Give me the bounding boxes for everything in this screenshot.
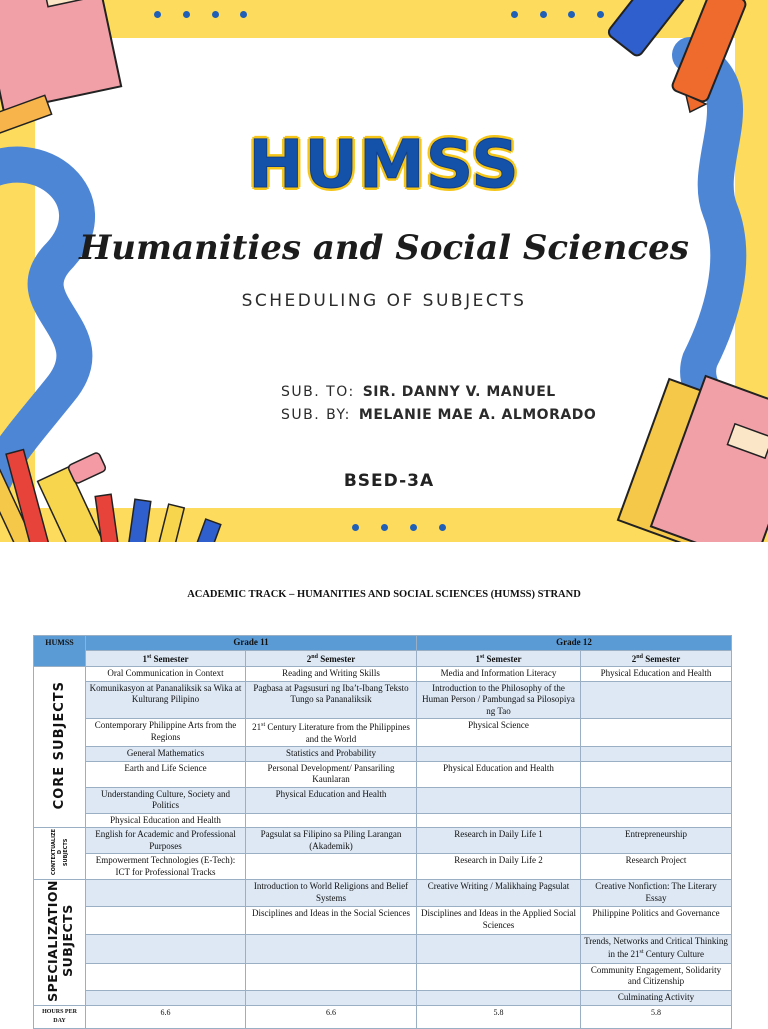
table-cell: Empowerment Technologies (E-Tech): ICT for Professional Tracks [86, 854, 246, 880]
notebook-top-left [0, 0, 121, 135]
table-cell: Physical Education and Health [246, 787, 417, 813]
table-cell [86, 934, 246, 963]
table-cell [417, 934, 581, 963]
table-cell: Physical Science [417, 719, 581, 747]
table-cell [246, 854, 417, 880]
table-cell: Research in Daily Life 1 [417, 828, 581, 854]
table-cell: Earth and Life Science [86, 761, 246, 787]
hours-value: 5.8 [581, 1006, 732, 1029]
table-cell: Philippine Politics and Governance [581, 907, 732, 934]
cover-tagline: SCHEDULING OF SUBJECTS [241, 291, 527, 311]
table-cell: Research in Daily Life 2 [417, 854, 581, 880]
table-cell: Research Project [581, 854, 732, 880]
table-cell [246, 813, 417, 828]
submitted-to-name: SIR. DANNY V. MANUEL [362, 384, 556, 400]
table-cell: Disciplines and Ideas in the Applied Social Sciences [417, 907, 581, 934]
section-label: BSED-3A [343, 471, 435, 491]
semester-header: 2nd Semester [581, 650, 732, 667]
table-cell: Creative Writing / Malikhaing Pagsulat [417, 880, 581, 907]
submitted-to-label: SUB. TO: [281, 384, 355, 400]
table-cell [581, 747, 732, 762]
table-row [34, 828, 732, 854]
table-cell [246, 963, 417, 990]
table-cell [581, 681, 732, 719]
table-row [34, 854, 732, 880]
table-row [34, 681, 732, 719]
document-heading: ACADEMIC TRACK – HUMANITIES AND SOCIAL SCIENCES (HUMSS) STRAND [187, 589, 581, 600]
table-cell: Physical Education and Health [86, 813, 246, 828]
table-row [34, 963, 732, 990]
table-cell [417, 963, 581, 990]
submitted-by-line [281, 407, 596, 423]
table-row [34, 880, 732, 907]
table-cell [86, 880, 246, 907]
table-cell: Creative Nonfiction: The Literary Essay [581, 880, 732, 907]
hours-value: 6.6 [246, 1006, 417, 1029]
hours-value: 5.8 [417, 1006, 581, 1029]
table-cell: Statistics and Probability [246, 747, 417, 762]
table-cell [246, 934, 417, 963]
table-row [34, 761, 732, 787]
submitted-by-label: SUB. BY: [281, 407, 351, 423]
table-cell [417, 787, 581, 813]
category-contextualized-label: CONTEXTUALIZE D SUBJECTS [50, 828, 69, 875]
table-cell: General Mathematics [86, 747, 246, 762]
cover-subtitle: Humanities and Social Sciences [79, 228, 689, 268]
table-cell [581, 719, 732, 747]
table-cell [86, 907, 246, 934]
table-cell: Disciplines and Ideas in the Social Sciences [246, 907, 417, 934]
table-cell: Entrepreneurship [581, 828, 732, 854]
table-cell: Contemporary Philippine Arts from the Regions [86, 719, 246, 747]
hours-label: HOURS PER DAY [34, 1006, 86, 1029]
table-row [34, 667, 732, 682]
submitted-to-line [281, 384, 556, 400]
table-cell: Oral Communication in Context [86, 667, 246, 682]
table-row [34, 747, 732, 762]
table-cell: Physical Education and Health [581, 667, 732, 682]
table-cell [581, 761, 732, 787]
table-cell: Reading and Writing Skills [246, 667, 417, 682]
table-cell: Culminating Activity [581, 991, 732, 1006]
hours-value: 6.6 [86, 1006, 246, 1029]
table-cell [86, 991, 246, 1006]
table-row [34, 787, 732, 813]
submitted-by-name: MELANIE MAE A. ALMORADO [358, 407, 597, 423]
table-cell [581, 813, 732, 828]
table-cell [581, 787, 732, 813]
table-cell: English for Academic and Professional Purposes [86, 828, 246, 854]
category-specialization [34, 880, 86, 1006]
category-specialization-label: SPECIALIZATION SUBJECTS [44, 880, 75, 1002]
table-cell [86, 963, 246, 990]
semester-header: 1st Semester [417, 650, 581, 667]
table-cell: Pagsulat sa Filipino sa Piling Larangan (Akademik) [246, 828, 417, 854]
grade11-header: Grade 11 [86, 636, 417, 651]
table-cell [417, 747, 581, 762]
category-contextualized [34, 828, 86, 880]
table-cell: Introduction to World Religions and Belief Systems [246, 880, 417, 907]
table-cell: Personal Development/ Pansariling Kaunlaran [246, 761, 417, 787]
pencils-bottom-left [0, 446, 221, 542]
table-cell: Trends, Networks and Critical Thinking in the 21st Century Culture [581, 934, 732, 963]
table-row [34, 991, 732, 1006]
table-cell: Physical Education and Health [417, 761, 581, 787]
table-row [34, 934, 732, 963]
category-core [34, 667, 86, 828]
category-core-label: CORE SUBJECTS [51, 681, 67, 810]
table-cell: Introduction to the Philosophy of the Human Person / Pambungad sa Pilosopiya ng Tao [417, 681, 581, 719]
table-cell: Komunikasyon at Pananaliksik sa Wika at Kulturang Pilipino [86, 681, 246, 719]
hours-row [34, 1006, 732, 1029]
grade12-header: Grade 12 [417, 636, 732, 651]
schedule-table [33, 635, 732, 1029]
semester-header: 2nd Semester [246, 650, 417, 667]
cover-title: HUMSS [248, 126, 520, 203]
table-row [34, 719, 732, 747]
notebook-bottom-right [618, 376, 768, 542]
semester-header-row [34, 650, 732, 667]
table-cell: Pagbasa at Pagsusuri ng Iba’t-Ibang Teksto Tungo sa Pananaliksik [246, 681, 417, 719]
table-cell: Media and Information Literacy [417, 667, 581, 682]
grade-header-row [34, 636, 732, 651]
table-cell: 21st Century Literature from the Philippines and the World [246, 719, 417, 747]
table-cell: Understanding Culture, Society and Politics [86, 787, 246, 813]
table-row [34, 813, 732, 828]
table-corner: HUMSS [34, 636, 86, 667]
table-row [34, 907, 732, 934]
table-cell [417, 813, 581, 828]
table-cell [417, 991, 581, 1006]
table-cell: Community Engagement, Solidarity and Citizenship [581, 963, 732, 990]
table-cell [246, 991, 417, 1006]
semester-header: 1st Semester [86, 650, 246, 667]
